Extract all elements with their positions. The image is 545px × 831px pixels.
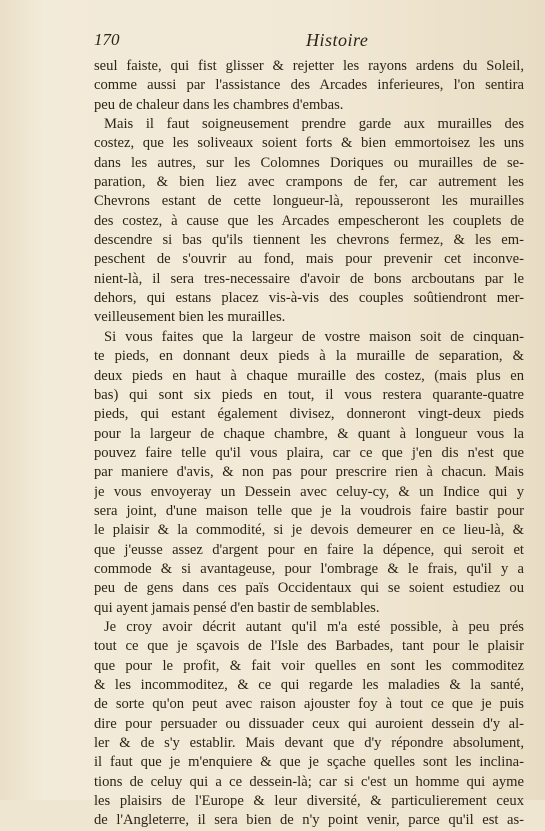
body-text xyxy=(94,57,524,831)
text-line: seul faiste, qui fist glisser & rejetter les rayons ardens du Soleil, xyxy=(94,58,524,74)
page-header xyxy=(94,30,524,54)
text-line: pouvez faire telle qu'il vous plaira, car ce que j'en dis n'est que xyxy=(94,444,524,461)
text-line: dehors, qui estans placez vis-à-vis des couples soûtiendront mer- xyxy=(94,290,524,307)
text-line: dans les autres, sur les Colomnes Doriques ou murailles de se- xyxy=(94,154,524,171)
text-line: paration, & bien liez avec crampons de fer, car autrement les xyxy=(94,174,524,191)
text-line: ler & de s'y establir. Mais devant que d'y répondre absolument, xyxy=(94,735,524,752)
text-line: qui ayent jamais pensé d'en bastir de semblables. xyxy=(94,599,380,616)
text-line: deux pieds en haut à chaque muraille des costez, (mais plus en xyxy=(94,367,524,384)
text-line: par maniere d'avis, & non pas pour prescrire rien à chacun. Mais xyxy=(94,464,524,481)
text-line: bas) qui sont six pieds en tout, il vous restera quarante-quatre xyxy=(94,386,524,403)
text-line: tions de celuy qui a ce dessein-là; car si c'est un homme qui ayme xyxy=(94,773,524,790)
paragraph xyxy=(94,115,524,328)
text-line: peschent de s'ouvrir au fond, mais pour prevenir cet inconve- xyxy=(94,251,524,268)
text-line: costez, que les soliveaux soient forts & bien emmortoisez les uns xyxy=(94,135,524,152)
text-line: te pieds, en donnant deux pieds à la muraille de separation, & xyxy=(94,348,524,365)
text-line: tout ce que je sçavois de l'Isle des Barbades, tant pour le plaisir xyxy=(94,638,524,655)
text-line: comme aussi par l'assistance des Arcades inferieures, l'on sentira xyxy=(94,77,524,94)
paragraph xyxy=(94,57,524,115)
text-line: de sorte qu'on peut avec raison ajouster foy à tout ce que je puis xyxy=(94,696,524,713)
text-line: je vous envoyeray un Dessein avec celuy-cy, & un Indice qui y xyxy=(94,483,524,500)
page-number: 170 xyxy=(94,30,120,49)
text-line: Mais il faut soigneusement prendre garde aux murailles des xyxy=(104,116,524,133)
text-line: Je croy avoir décrit autant qu'il m'a esté possible, à peu prés xyxy=(104,618,524,635)
text-line: & les incommoditez, & ce qui regarde les maladies & la santé, xyxy=(94,677,524,693)
text-line: pour la largeur de chaque chambre, & quant à longueur vous la xyxy=(94,425,524,442)
text-line: il faut que je m'enquiere & que je sçache quelles sont les inclina- xyxy=(94,754,524,771)
text-line: que j'eusse assez d'argent pour en faire la dépence, qui seroit et xyxy=(94,541,524,558)
text-line: le plaisir & la commodité, si je devois demeurer en ce lieu-là, & xyxy=(94,522,524,539)
text-line: peu de chaleur dans les chambres d'embas. xyxy=(94,96,344,113)
text-line: peu de gens dans ces païs Occidentaux qui se soient estudiez ou xyxy=(94,580,524,597)
running-title: Histoire xyxy=(306,30,369,50)
text-line: pieds, qui estant également divisez, donneront vingt-deux pieds xyxy=(94,406,524,423)
paragraph xyxy=(94,328,524,618)
text-line: de l'Angleterre, il sera bien de n'y point venir, parce qu'il est as- xyxy=(94,812,524,829)
text-line: descendre si bas qu'ils tiennent les chevrons fermez, & les em- xyxy=(94,232,524,249)
text-line: les plaisirs de l'Europe & leur diversité, & particulierement ceux xyxy=(94,793,524,810)
text-line: veilleusement bien les murailles. xyxy=(94,309,286,326)
text-line: nient-là, il sera tres-necessaire d'avoir de bons arcboutans par le xyxy=(94,270,524,287)
paragraph xyxy=(94,618,524,831)
text-line: Si vous faites que la largeur de vostre maison soit de cinquan- xyxy=(104,328,524,345)
text-line: que pour le profit, & fait voir quelles en sont les commoditez xyxy=(94,657,524,674)
text-line: des costez, à cause que les Arcades empescheront les couplets de xyxy=(94,212,524,229)
text-line: sera joint, d'une maison telle que je la voudrois faire bastir pour xyxy=(94,502,524,519)
text-line: commode & si avantageuse, pour l'ombrage & le frais, qu'il y a xyxy=(94,560,524,577)
text-line: Chevrons estant de cette longueur-là, repousseront les murailles xyxy=(94,193,524,210)
text-line: dire pour persuader ou dissuader ceux qui auroient dessein d'y al- xyxy=(94,715,524,732)
